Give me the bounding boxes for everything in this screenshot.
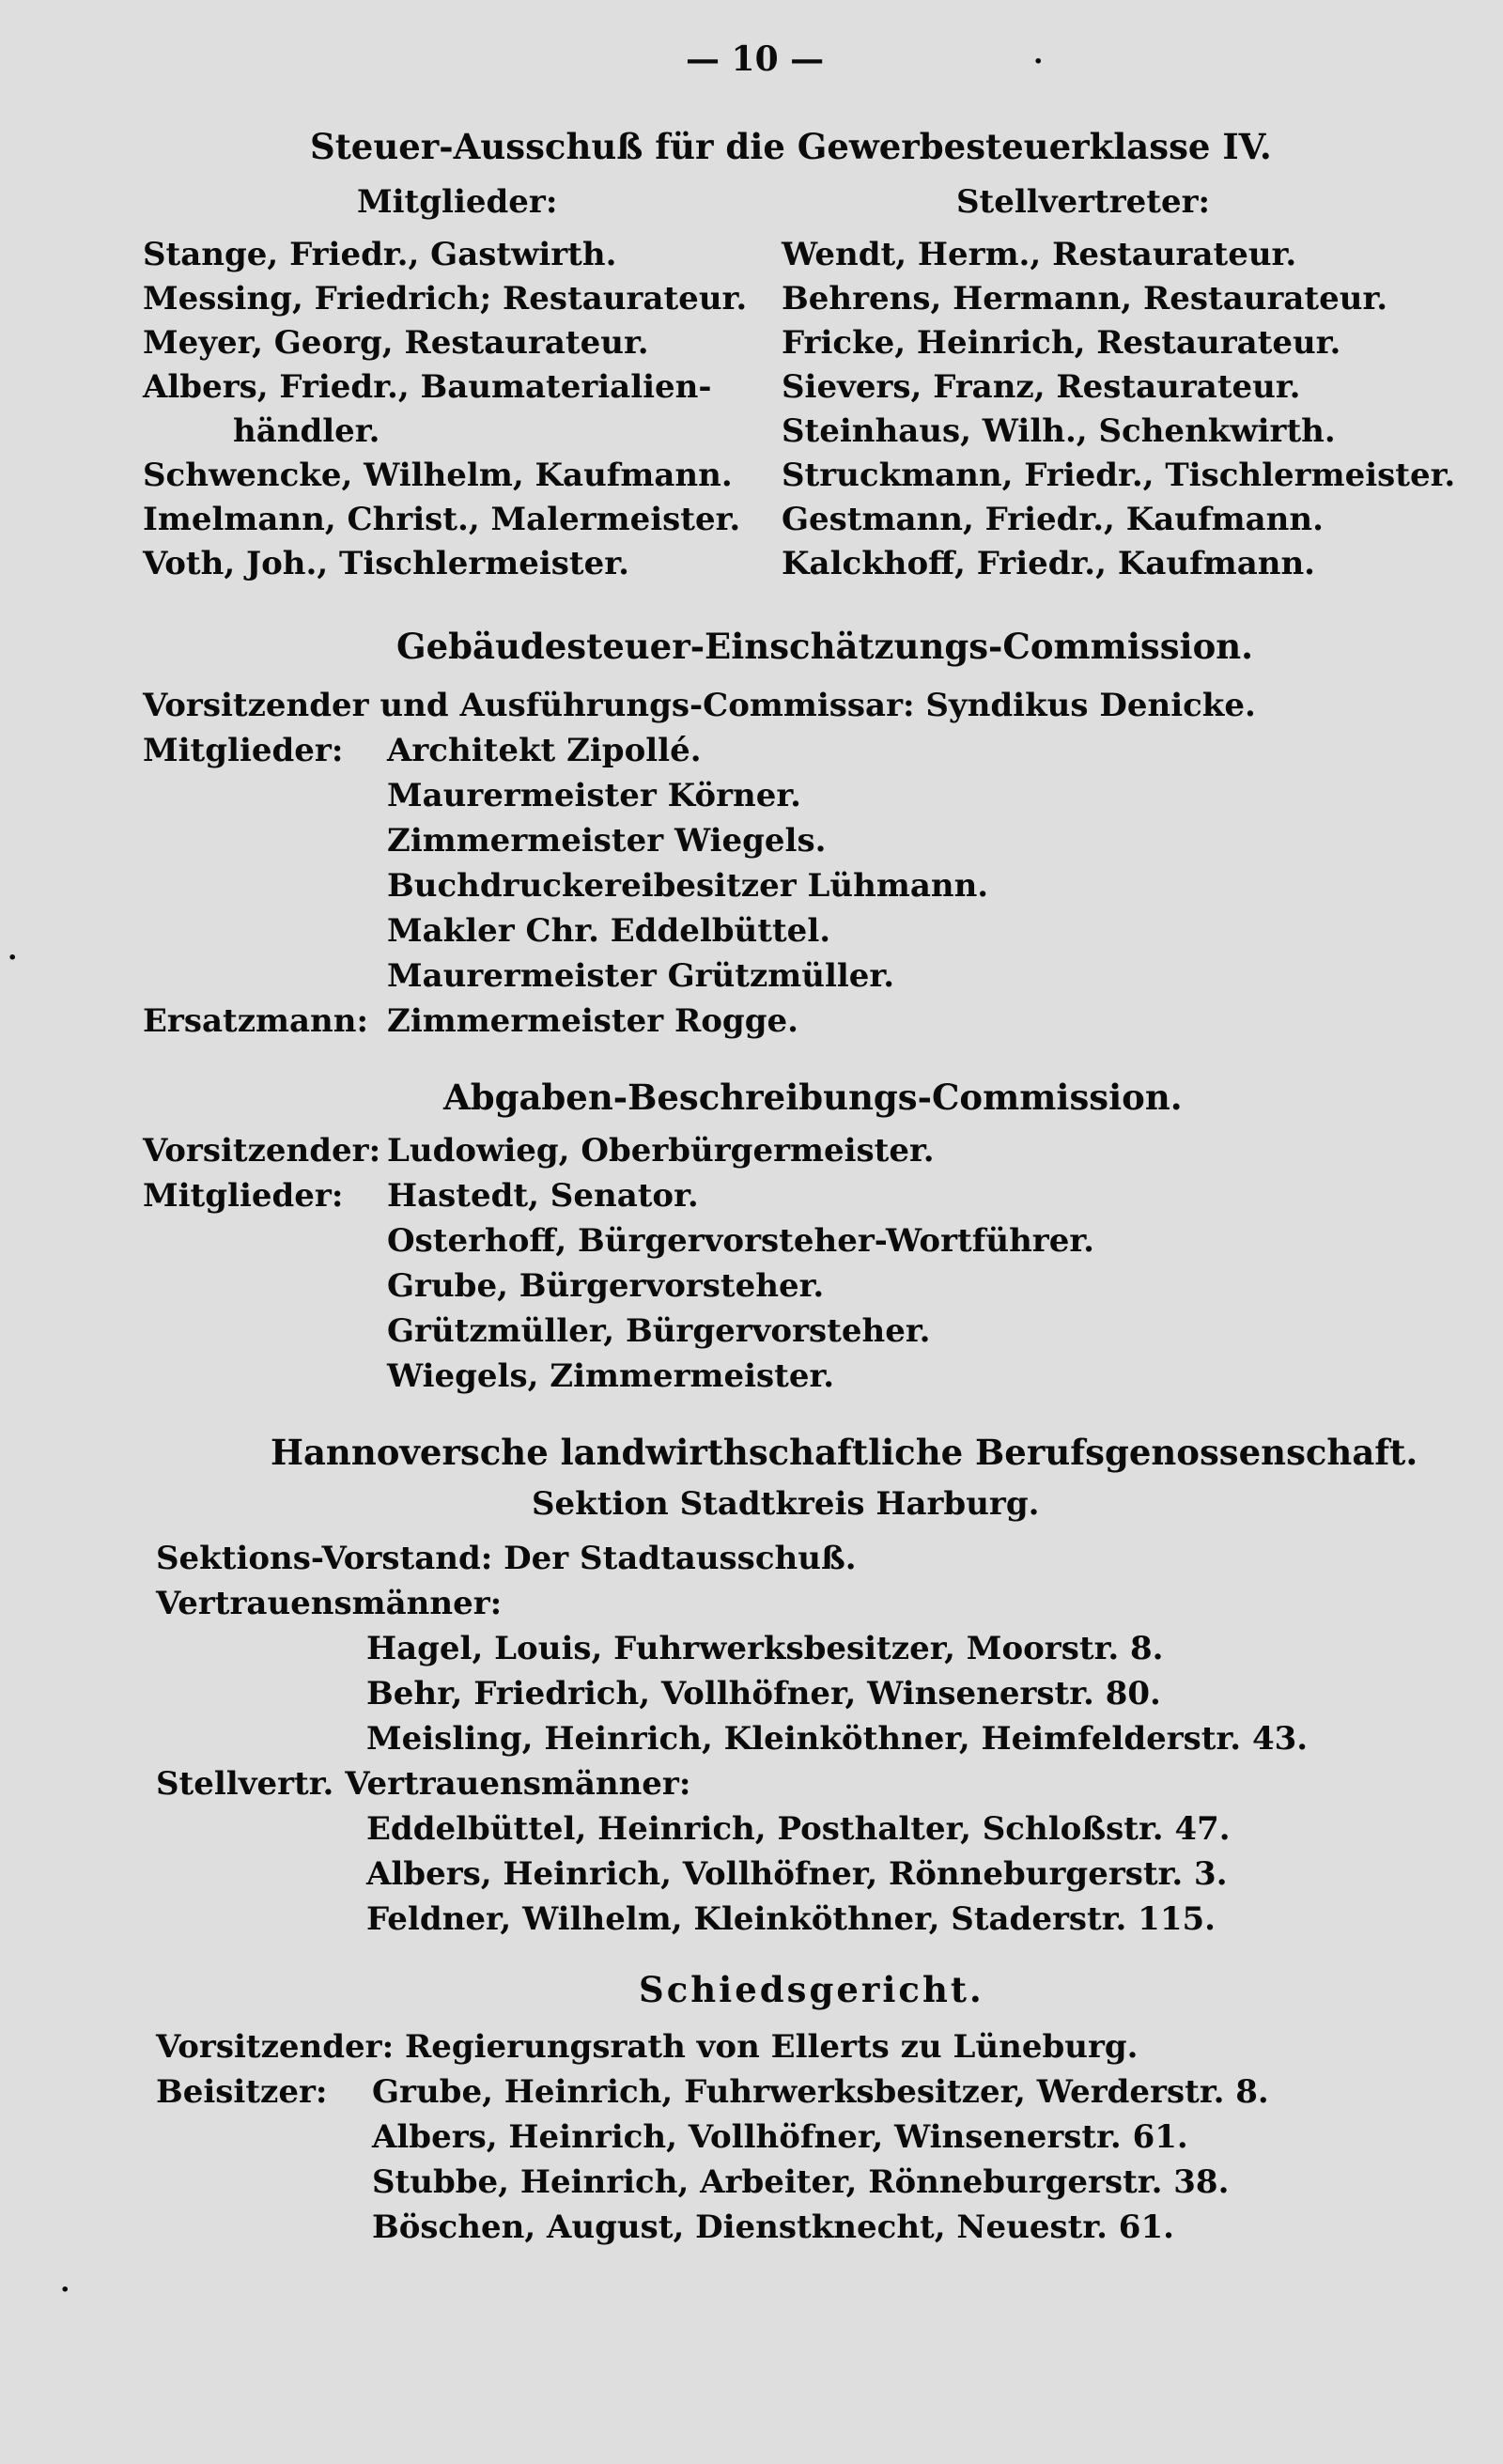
abgaben-chair-label: Vorsitzender: (143, 1132, 381, 1170)
schied-assessor: Böschen, August, Dienstknecht, Neuestr. 61. (372, 2208, 1174, 2246)
hannover-trustee: Behr, Friedrich, Vollhöfner, Winsenerstr. 80. (366, 1675, 1161, 1712)
gebaeude-member: Makler Chr. Eddelbüttel. (387, 912, 831, 950)
abgaben-members-label: Mitglieder: (143, 1177, 344, 1215)
abgaben-chair: Ludowieg, Oberbürgermeister. (387, 1132, 935, 1170)
steuer-deputies-head: Stellvertreter: (956, 183, 1211, 221)
speck-mark: · (1033, 45, 1044, 78)
abgaben-title: Abgaben-Beschreibungs-Commission. (443, 1077, 1183, 1118)
steuer-title: Steuer-Ausschuß für die Gewerbesteuerklasse IV. (310, 126, 1272, 167)
steuer-deputy: Wendt, Herm., Restaurateur. (782, 236, 1297, 273)
steuer-member: Stange, Friedr., Gastwirth. (143, 236, 617, 273)
hannover-board: Sektions-Vorstand: Der Stadtausschuß. (156, 1540, 857, 1577)
hannover-trustees-label: Vertrauensmänner: (156, 1585, 503, 1622)
schied-assessors-label: Beisitzer: (156, 2073, 328, 2111)
schied-title: Schiedsgericht. (639, 1969, 984, 2010)
schied-assessor: Stubbe, Heinrich, Arbeiter, Rönneburgerstr. 38. (372, 2163, 1230, 2201)
steuer-member: Schwencke, Wilhelm, Kaufmann. (143, 457, 733, 494)
abgaben-member: Wiegels, Zimmermeister. (387, 1357, 835, 1395)
hannover-title: Hannoversche landwirthschaftliche Berufsgenossenschaft. (271, 1432, 1418, 1473)
schied-chair: Vorsitzender: Regierungsrath von Ellerts zu Lüneburg. (156, 2028, 1139, 2066)
hannover-deputy-trustees-label: Stellvertr. Vertrauensmänner: (156, 1765, 691, 1803)
steuer-member: Meyer, Georg, Restaurateur. (143, 324, 649, 362)
gebaeude-title: Gebäudesteuer-Einschätzungs-Commission. (396, 626, 1254, 667)
hannover-subtitle: Sektion Stadtkreis Harburg. (532, 1485, 1040, 1523)
hannover-deputy-trustee: Albers, Heinrich, Vollhöfner, Rönneburgerstr. 3. (366, 1855, 1228, 1893)
gebaeude-member: Maurermeister Grützmüller. (387, 957, 895, 995)
abgaben-member: Osterhoff, Bürgervorsteher-Wortführer. (387, 1222, 1094, 1260)
steuer-deputy: Gestmann, Friedr., Kaufmann. (782, 501, 1324, 538)
steuer-deputy: Kalckhoff, Friedr., Kaufmann. (782, 545, 1316, 582)
schied-assessor: Grube, Heinrich, Fuhrwerksbesitzer, Werderstr. 8. (372, 2073, 1269, 2111)
steuer-deputy: Behrens, Hermann, Restaurateur. (782, 280, 1388, 318)
gebaeude-member: Architekt Zipollé. (387, 732, 702, 769)
hannover-deputy-trustee: Eddelbüttel, Heinrich, Posthalter, Schloßstr. 47. (366, 1810, 1231, 1848)
steuer-member: Voth, Joh., Tischlermeister. (143, 545, 629, 582)
gebaeude-chair: Vorsitzender und Ausführungs-Commissar: Syndikus Denicke. (143, 687, 1256, 724)
steuer-deputy: Sievers, Franz, Restaurateur. (782, 368, 1301, 406)
speck-mark: · (8, 941, 18, 974)
gebaeude-substitute-label: Ersatzmann: (143, 1002, 369, 1040)
hannover-trustee: Meisling, Heinrich, Kleinköthner, Heimfelderstr. 43. (366, 1720, 1309, 1758)
steuer-members-head: Mitglieder: (357, 183, 558, 221)
abgaben-member: Hastedt, Senator. (387, 1177, 699, 1215)
steuer-deputy: Fricke, Heinrich, Restaurateur. (782, 324, 1341, 362)
page-number: — 10 — (686, 39, 825, 79)
hannover-deputy-trustee: Feldner, Wilhelm, Kleinköthner, Staderstr. 115. (366, 1900, 1216, 1938)
abgaben-member: Grube, Bürgervorsteher. (387, 1267, 825, 1305)
steuer-deputy: Struckmann, Friedr., Tischlermeister. (782, 457, 1456, 494)
steuer-member: Messing, Friedrich; Restaurateur. (143, 280, 748, 318)
gebaeude-member: Maurermeister Körner. (387, 777, 801, 814)
gebaeude-substitute: Zimmermeister Rogge. (387, 1002, 798, 1040)
steuer-deputy: Steinhaus, Wilh., Schenkwirth. (782, 412, 1336, 450)
abgaben-member: Grützmüller, Bürgervorsteher. (387, 1312, 931, 1350)
steuer-member: Imelmann, Christ., Malermeister. (143, 501, 741, 538)
hannover-trustee: Hagel, Louis, Fuhrwerksbesitzer, Moorstr. 8. (366, 1630, 1164, 1667)
schied-assessor: Albers, Heinrich, Vollhöfner, Winsenerstr. 61. (372, 2118, 1188, 2156)
gebaeude-member: Buchdruckereibesitzer Lühmann. (387, 867, 989, 905)
gebaeude-member: Zimmermeister Wiegels. (387, 822, 827, 860)
gebaeude-members-label: Mitglieder: (143, 732, 344, 769)
speck-mark: · (60, 2273, 70, 2306)
steuer-member: Albers, Friedr., Baumaterialien- (143, 368, 712, 406)
steuer-member: händler. (233, 412, 380, 450)
